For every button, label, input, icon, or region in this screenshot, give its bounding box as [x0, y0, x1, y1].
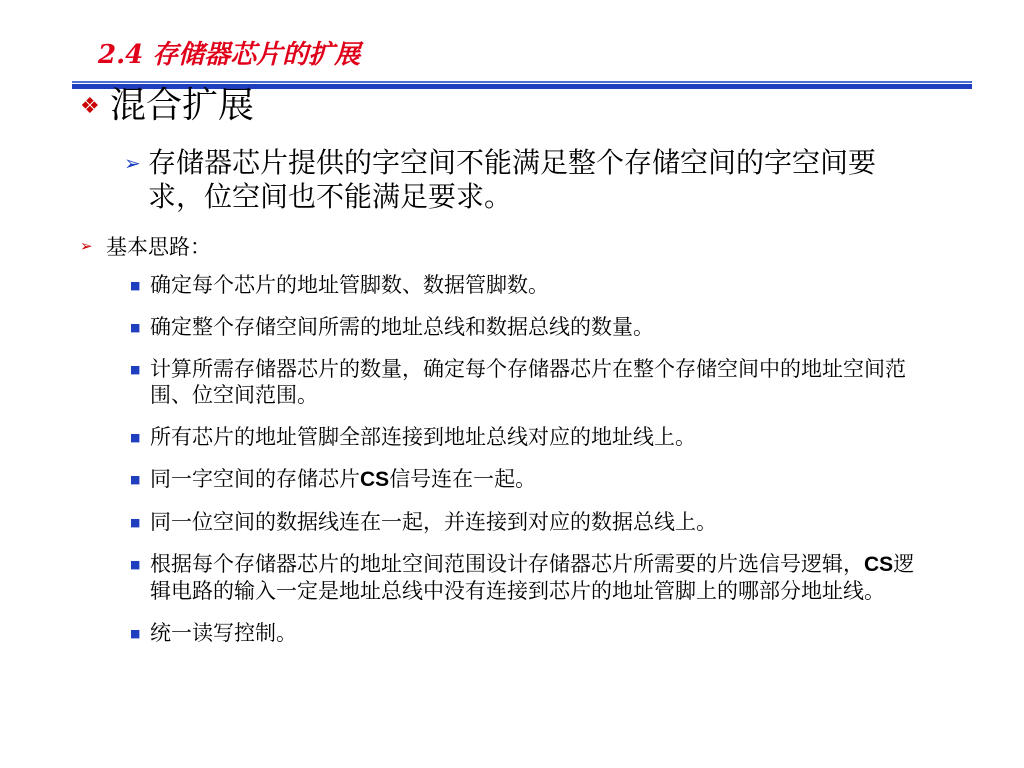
list-item-text: 统一读写控制。: [150, 621, 297, 645]
steps-list: [130, 272, 930, 662]
cs-signal-label: CS: [864, 553, 894, 576]
list-item-text: 同一位空间的数据线连在一起，并连接到对应的数据总线上。: [150, 510, 717, 534]
list-item-text: 计算所需存储器芯片的数量，确定每个存储器芯片在整个存储空间中的地址空间范围、位空间范围。: [150, 357, 906, 407]
square-bullet-icon: ■: [130, 516, 141, 529]
list-item: [130, 424, 930, 450]
sub-point: [124, 146, 924, 214]
list-item: [130, 551, 930, 604]
title-underline-thin: [72, 81, 972, 83]
text-segment: 根据每个存储器芯片的地址空间范围设计存储器芯片所需要的片选信号逻辑，: [150, 552, 864, 576]
section-heading-text: 混合扩展: [110, 85, 255, 126]
slide-title: 2.4 存储器芯片的扩展: [98, 40, 361, 70]
basic-idea: [80, 231, 211, 261]
square-bullet-icon: ■: [130, 321, 141, 334]
arrow-bullet-icon: ➢: [124, 151, 141, 175]
square-bullet-icon: ■: [130, 279, 141, 292]
square-bullet-icon: ■: [130, 363, 141, 376]
arrow-bullet-icon: ➢: [80, 237, 93, 255]
list-item: [130, 466, 930, 493]
list-item-text: [150, 551, 930, 604]
list-item-text: 所有芯片的地址管脚全部连接到地址总线对应的地址线上。: [150, 425, 696, 449]
list-item-text: 确定每个芯片的地址管脚数、数据管脚数。: [150, 273, 549, 297]
list-item: [130, 356, 930, 408]
text-segment: 逻辑电路的输入一定是地址总线中没有连接到芯片的地址管脚上的哪部分地址线。: [150, 552, 915, 603]
text-segment: 信号连在一起。: [389, 467, 537, 491]
section-heading: [80, 86, 254, 126]
list-item: [130, 509, 930, 535]
list-item-text: 确定整个存储空间所需的地址总线和数据总线的数量。: [150, 315, 654, 339]
square-bullet-icon: ■: [130, 558, 141, 571]
basic-idea-label: 基本思路：: [106, 235, 211, 259]
square-bullet-icon: ■: [130, 627, 141, 640]
square-bullet-icon: ■: [130, 431, 141, 444]
diamond-bullet-icon: ❖: [80, 93, 100, 119]
list-item: [130, 620, 930, 646]
list-item: [130, 272, 930, 298]
cs-signal-label: CS: [360, 468, 390, 491]
list-item: [130, 314, 930, 340]
sub-point-text: 存储器芯片提供的字空间不能满足整个存储空间的字空间要求，位空间也不能满足要求。: [148, 146, 877, 213]
square-bullet-icon: ■: [130, 473, 141, 486]
list-item-text: [150, 466, 536, 493]
text-segment: 同一字空间的存储芯片: [150, 467, 360, 491]
